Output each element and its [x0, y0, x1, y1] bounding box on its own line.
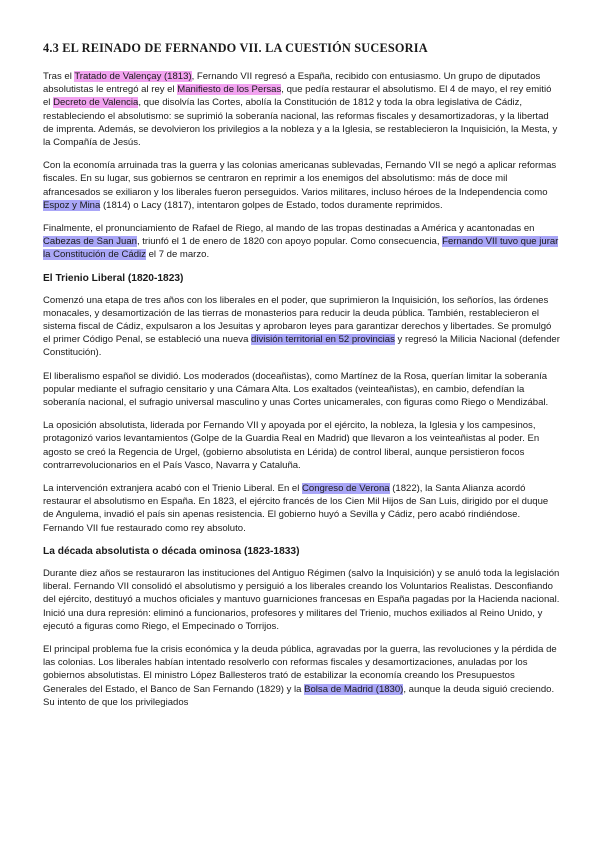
highlight-espoz-mina: Espoz y Mina	[43, 199, 101, 211]
text-run: La intervención extranjera acabó con el Trienio Liberal. En el	[43, 483, 302, 495]
text-run: Finalmente, el pronunciamiento de Rafael de Riego, al mando de las tropas destinadas a América y acantonadas en	[43, 223, 535, 235]
paragraph-liberal-split: El liberalismo español se dividió. Los moderados (doceañistas), como Martínez de la Rosa, querían limitar la soberanía popular mediante el sufragio censitario y una Cámara Alta. Los exaltados (veinteañistas), en cambio, defendían la soberanía nacional, el sufragio universal masculino y unas Cortes unicamerales, con figuras como Riego o Mendizábal.	[43, 370, 549, 409]
text-run: El principal problema fue la crisis económica y la deuda pública, agravadas por la guerra, las revoluciones y la pérdida de las colonias. Los liberales habían intentado resolverlo con reformas fiscales y desamortizaciones, anuladas por los gobiernos absolutistas. El ministro López Ballesteros trató de estabilizar la economía creando los Presupuestos Generales del Estado, el Banco de San Fernando (1829) y la	[43, 643, 557, 695]
text-run: , que pedía restaurar el absolutismo. El 4 de mayo, el rey emitió el	[43, 84, 552, 109]
paragraph-repression	[43, 159, 560, 212]
text-run: (1822), la Santa Alianza acordó restaurar el absolutismo en España. En 1823, el ejército francés de los Cien Mil Hijos de San Luis, dirigido por el duque de Angulema, invadió el país sin apenas resistencia. El gobierno huyó a Sevilla y Cádiz, pero acabó rindiéndose. Fernando VII fue restaurado como rey absoluto.	[43, 483, 549, 534]
highlight-tratado-valencay: Tratado de Valençay (1813)	[74, 71, 192, 82]
section-heading-trienio: El Trienio Liberal (1820-1823)	[43, 272, 184, 284]
text-run: y regresó la Milicia Nacional (defender Constitución).	[43, 334, 560, 359]
paragraph-trienio-reforms	[43, 294, 560, 360]
text-run: (1814) o Lacy (1817), intentaron golpes de Estado, todos duramente reprimidos.	[100, 199, 443, 211]
text-run: el 7 de marzo.	[145, 249, 210, 261]
highlight-division-territorial: división territorial en 52 provincias	[251, 334, 395, 346]
paragraph-riego	[43, 222, 560, 262]
page-title: 4.3 EL REINADO DE FERNANDO VII. LA CUESTIÓN SUCESORIA	[43, 41, 428, 55]
highlight-decreto-valencia: Decreto de Valencia	[53, 97, 139, 109]
highlight-bolsa-madrid: Bolsa de Madrid (1830)	[304, 683, 404, 695]
paragraph-absolutist-restoration: Durante diez años se restauraron las instituciones del Antiguo Régimen (salvo la Inquisición) y se anuló toda la legislación liberal. Fernando VII consolidó el absolutismo y persiguió a los liberales creando los Voluntarios Realistas. Desconfiando del ejército, destituyó a muchos oficiales y mantuvo guarniciones francesas en España pagadas por la Hacienda nacional. Inició una dura represión: eliminó a funcionarios, profesores y militares del Trienio, muchos exiliados al Reino Unido, y ejecutó a figuras como Riego, el Empecinado o Torrijos.	[43, 567, 560, 632]
paragraph-economic-crisis	[43, 643, 560, 709]
text-run: , triunfó el 1 de enero de 1820 con apoyo popular. Como consecuencia,	[136, 236, 443, 248]
paragraph-restoration	[43, 70, 560, 149]
text-run: Comenzó una etapa de tres años con los liberales en el poder, que suprimieron la Inquisición, los señoríos, las órdenes monacales, y desamortización de las tierras de monasterios para reducir la deuda pública. También, restablecieron el sistema fiscal de Cádiz, expulsaron a los Jesuitas y aprobaron leyes para garantizar derechos y libertades. Se promulgó el primer Código Penal, se estableció una nueva	[43, 294, 552, 346]
text-run: Con la economía arruinada tras la guerra y las colonias americanas sublevadas, Fernando VII se negó a aplicar reformas fiscales. En su lugar, sus gobiernos se centraron en reprimir a los enemigos del absolutismo: más de doce mil afrancesados se exiliaron y los liberales fueron perseguidos. Varios militares, incluso héroes de la Independencia como	[43, 160, 557, 198]
text-run: , Fernando VII regresó a España, recibido con entusiasmo. Un grupo de diputados absolutistas le entregó al rey el	[43, 71, 541, 96]
highlight-manifiesto-persas: Manifiesto de los Persas	[177, 84, 282, 96]
highlight-cabezas-san-juan: Cabezas de San Juan	[43, 236, 137, 248]
text-run: Tras el	[43, 71, 75, 82]
highlight-jurar-constitucion: Fernando VII tuvo que jurar la Constitución de Cádiz	[43, 236, 559, 261]
section-heading-decada-ominosa: La década absolutista o década ominosa (1823-1833)	[43, 545, 300, 557]
text-run: , que disolvía las Cortes, abolía la Constitución de 1812 y toda la obra legislativa de Cádiz, restableciendo el absolutismo: se suprimió la soberanía nacional, las reformas fiscales y desamortizadoras, y la libertad de imprenta. Además, se devolvieron los privilegios a la nobleza y a la Iglesia, se restablecieron la Inquisición, la Mesta, y la Compañía de Jesús.	[43, 97, 558, 149]
highlight-congreso-verona: Congreso de Verona	[301, 483, 390, 495]
paragraph-foreign-intervention	[43, 482, 560, 535]
text-run: , aunque la deuda siguió creciendo. Su intento de que los privilegiados	[43, 683, 555, 708]
paragraph-absolutist-opposition: La oposición absolutista, liderada por Fernando VII y apoyada por el ejército, la nobleza, la Iglesia y los campesinos, protagonizó varios levantamientos (Golpe de la Guardia Real en Madrid) que llevaron a los veinteañistas al poder. En agosto se creó la Regencia de Urgel, (gobierno absolutista en Lérida) de control liberal, aunque persistieron focos contrarrevolucionarios en el País Vasco, Navarra y Cataluña.	[43, 420, 540, 471]
